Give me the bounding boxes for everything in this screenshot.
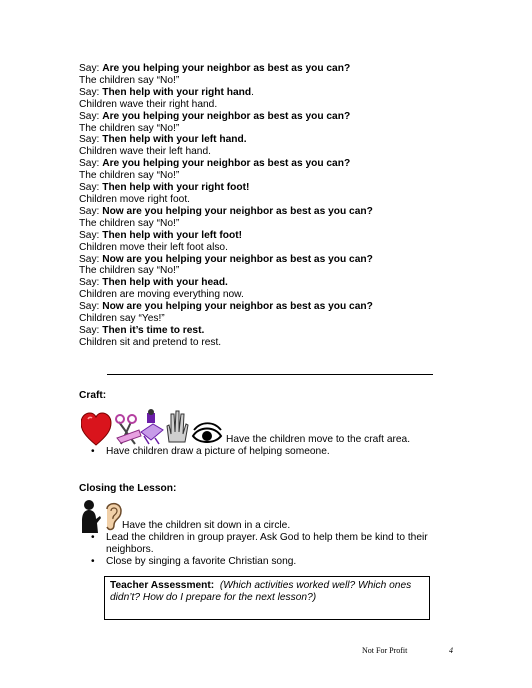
script-line-emphasis: Then it’s time to rest. xyxy=(102,324,205,336)
script-line xyxy=(79,63,499,75)
script-line-prefix: Children sit and pretend to rest. xyxy=(79,336,222,348)
script-line-prefix: Say: xyxy=(79,86,103,98)
script-line-prefix: Say: xyxy=(79,158,103,170)
script-line xyxy=(79,75,499,87)
script-line xyxy=(79,111,499,123)
script-line xyxy=(79,313,499,325)
script-line-prefix: The children say “No!” xyxy=(79,74,180,86)
eye-icon xyxy=(193,423,221,442)
script-line-prefix: Say: xyxy=(79,182,103,194)
script-line-emphasis: Then help with your left hand. xyxy=(102,134,247,146)
craft-intro: Have the children move to the craft area. xyxy=(226,434,411,445)
script-line-prefix: Children are moving everything now. xyxy=(79,289,244,301)
script-line xyxy=(79,158,499,170)
page-number: 4 xyxy=(449,646,453,655)
praying-child-icon xyxy=(82,500,101,533)
script-line-emphasis: Are you helping your neighbor as best as you can? xyxy=(102,63,351,74)
script-line-prefix: Children move right foot. xyxy=(79,193,190,205)
teacher-assessment-box xyxy=(104,576,430,620)
script-line xyxy=(79,182,499,194)
script-line xyxy=(79,230,499,242)
bullet-item: • Close by singing a favorite Christian song. xyxy=(91,556,456,568)
craft-icons xyxy=(81,408,226,448)
craft-bullet-list xyxy=(91,446,501,458)
script-line-prefix: Children say “Yes!” xyxy=(79,313,165,325)
script-line-prefix: The children say “No!” xyxy=(79,122,180,134)
script-line-prefix: Children wave their left hand. xyxy=(79,146,211,158)
script-line xyxy=(79,277,499,289)
bullet-item: • Lead the children in group prayer. Ask God to help them be kind to their neighbors. xyxy=(91,532,456,556)
activity-script xyxy=(79,63,499,349)
script-line xyxy=(79,325,499,337)
script-line-prefix: Children move their left foot also. xyxy=(79,241,228,253)
script-line xyxy=(79,289,499,301)
script-line xyxy=(79,265,499,277)
script-line xyxy=(79,254,499,266)
closing-intro: Have the children sit down in a circle. xyxy=(122,520,291,531)
assessment-text: (Which activities worked well? Which ones didn’t? How do I prepare for the next lesson?) xyxy=(110,580,412,603)
closing-heading: Closing the Lesson: xyxy=(79,483,177,494)
script-line xyxy=(79,194,499,206)
script-line xyxy=(79,134,499,146)
script-line-prefix: Say: xyxy=(79,110,103,122)
script-line-prefix: The children say “No!” xyxy=(79,170,180,182)
hand-icon xyxy=(167,411,188,442)
heart-icon xyxy=(81,413,111,445)
script-line xyxy=(79,242,499,254)
bullet-item: • Have children draw a picture of helping someone. xyxy=(91,446,501,458)
script-line xyxy=(79,170,499,182)
script-line xyxy=(79,206,499,218)
scissors-icon xyxy=(116,415,141,444)
script-line xyxy=(79,123,499,135)
script-line-emphasis: Then help with your head. xyxy=(102,277,228,289)
script-line-prefix: Say: xyxy=(79,301,103,313)
script-line xyxy=(79,301,499,313)
assessment-label: Teacher Assessment: xyxy=(110,580,215,591)
script-line-prefix: Say: xyxy=(79,253,103,265)
script-line xyxy=(79,87,499,99)
script-line-emphasis: Now are you helping your neighbor as best as you can? xyxy=(102,205,373,217)
script-line-prefix: Say: xyxy=(79,277,103,289)
script-line-emphasis: Then help with your left foot! xyxy=(102,229,242,241)
script-line-prefix: Children wave their right hand. xyxy=(79,98,218,110)
script-line-emphasis: Are you helping your neighbor as best as you can? xyxy=(102,158,351,170)
section-divider xyxy=(107,374,433,375)
script-line-suffix: . xyxy=(251,86,254,98)
script-line-prefix: Say: xyxy=(79,229,103,241)
script-line xyxy=(79,99,499,111)
script-line-prefix: Say: xyxy=(79,134,103,146)
craft-heading: Craft: xyxy=(79,390,107,401)
script-line-prefix: Say: xyxy=(79,63,103,74)
script-line-prefix: The children say “No!” xyxy=(79,265,180,277)
script-line-prefix: Say: xyxy=(79,205,103,217)
script-line-emphasis: Now are you helping your neighbor as best as you can? xyxy=(102,301,373,313)
closing-icons xyxy=(79,499,123,533)
script-line-emphasis: Now are you helping your neighbor as best as you can? xyxy=(102,253,373,265)
script-line xyxy=(79,337,499,349)
script-line xyxy=(79,218,499,230)
script-line-emphasis: Then help with your right hand xyxy=(102,86,252,98)
script-line-emphasis: Then help with your right foot! xyxy=(102,182,250,194)
ear-icon xyxy=(107,504,121,530)
script-line xyxy=(79,146,499,158)
footer-note: Not For Profit xyxy=(362,646,408,655)
glue-icon xyxy=(141,409,163,444)
script-line-emphasis: Are you helping your neighbor as best as you can? xyxy=(102,110,351,122)
script-line-prefix: Say: xyxy=(79,324,103,336)
script-line-prefix: The children say “No!” xyxy=(79,217,180,229)
closing-bullet-list xyxy=(91,532,456,568)
